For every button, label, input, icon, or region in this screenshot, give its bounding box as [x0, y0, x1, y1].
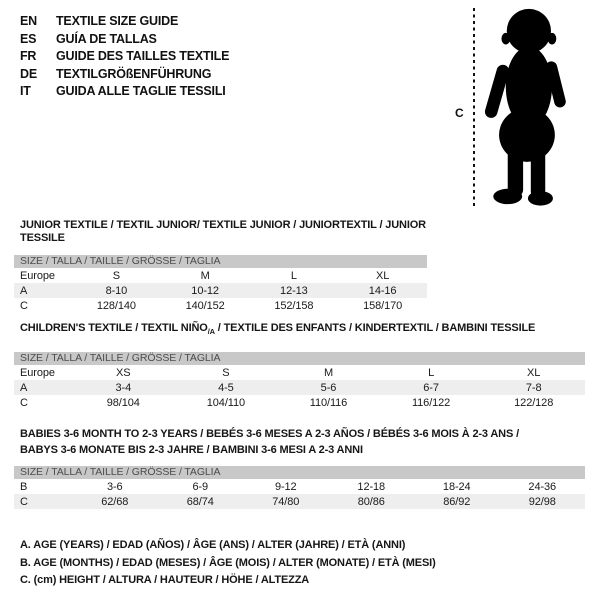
size-header-bar: SIZE / TALLA / TAILLE / GRÖSSE / TAGLIA — [14, 255, 427, 268]
language-row-es — [20, 31, 229, 49]
height-cell: 68/74 — [158, 494, 244, 509]
size-cell: L — [428, 366, 435, 379]
section-title-line: BABYS 3-6 MONATE BIS 2-3 JAHRE / BAMBINI 3-6 MESI A 2-3 ANNI — [20, 443, 363, 456]
size-cell: M — [200, 269, 210, 282]
size-cell: S — [112, 269, 120, 282]
table-row-europe — [14, 268, 427, 283]
section-title-line: BABIES 3-6 MONTH TO 2-3 YEARS / BEBÉS 3-6 MESES A 2-3 AÑOS / BÉBÉS 3-6 MOIS À 2-3 ANS / — [20, 428, 519, 440]
height-cell: 116/122 — [411, 396, 451, 409]
row-label: B — [20, 480, 28, 493]
silhouette-leg-right — [531, 139, 545, 199]
footnote-a: A. AGE (YEARS) / EDAD (AÑOS) / ÂGE (ANS) / ALTER (JAHRE) / ETÀ (ANNI) — [20, 539, 406, 551]
age-cell: 6-9 — [192, 480, 209, 493]
language-code: DE — [20, 66, 37, 81]
language-label: GUIDA ALLE TAGLIE TESSILI — [56, 84, 226, 99]
age-cell: 3-4 — [72, 380, 175, 395]
language-code: EN — [20, 14, 37, 28]
language-row-fr — [20, 48, 229, 66]
height-cell: 104/110 — [206, 396, 246, 409]
silhouette-shorts — [499, 108, 555, 162]
row-label: Europe — [20, 269, 55, 282]
section-junior-textile — [14, 219, 427, 313]
silhouette-foot-right — [528, 191, 553, 205]
table-row-age — [14, 283, 427, 298]
age-cell: 10-12 — [161, 283, 250, 298]
age-cell: 24-36 — [528, 480, 557, 493]
section-children-textile — [14, 322, 585, 410]
table-row-height — [14, 395, 585, 410]
silhouette-leg-left — [508, 139, 523, 197]
language-code: IT — [20, 84, 31, 99]
height-cell: 80/86 — [329, 494, 415, 509]
height-cell: 158/170 — [363, 299, 403, 312]
height-cell: 74/80 — [243, 494, 329, 509]
silhouette-ear-left — [501, 33, 510, 45]
age-cell: 3-6 — [106, 480, 123, 493]
babies-size-table — [14, 479, 585, 509]
height-cell: 122/128 — [514, 396, 554, 409]
age-cell: 12-13 — [250, 283, 339, 298]
silhouette-foot-left — [493, 189, 522, 204]
height-cell: 128/140 — [96, 299, 136, 312]
language-row-de — [20, 66, 229, 84]
height-cell: 110/116 — [309, 396, 348, 409]
size-cell: S — [222, 366, 230, 379]
size-cell: XL — [375, 269, 390, 282]
silhouette-ear-right — [548, 33, 557, 45]
table-row-age — [14, 380, 585, 395]
row-label: A — [14, 283, 72, 298]
children-size-table — [14, 365, 585, 410]
footnote-b: B. AGE (MONTHS) / EDAD (MESES) / ÂGE (MOIS) / ALTER (MONATE) / ETÀ (MESI) — [20, 556, 436, 569]
row-label: C — [14, 494, 72, 509]
height-cell: 140/152 — [185, 299, 225, 312]
language-code: FR — [20, 49, 37, 64]
section-title: JUNIOR TEXTILE / TEXTIL JUNIOR/ TEXTILE JUNIOR / JUNIORTEXTIL / JUNIOR TESSILE — [20, 219, 426, 244]
section-title-subscript: /A — [207, 327, 215, 337]
age-cell: 14-16 — [338, 283, 427, 298]
language-row-en — [20, 13, 229, 31]
height-measure-label: C — [455, 106, 464, 120]
age-cell: 6-7 — [380, 380, 483, 395]
age-cell: 5-6 — [277, 380, 380, 395]
age-cell: 18-24 — [442, 480, 471, 493]
section-title — [14, 427, 585, 458]
size-header-bar: SIZE / TALLA / TAILLE / GRÖSSE / TAGLIA — [14, 466, 585, 479]
height-cell: 86/92 — [414, 494, 500, 509]
row-label: C — [20, 299, 28, 312]
row-label: A — [14, 380, 72, 395]
language-guide-list — [20, 13, 229, 101]
language-label: GUIDE DES TAILLES TEXTILE — [56, 49, 230, 64]
junior-size-table — [14, 268, 427, 313]
age-cell: 12-18 — [357, 480, 386, 493]
section-title-part: / TEXTILE DES ENFANTS / KINDERTEXTIL / BAMBINI TESSILE — [214, 322, 536, 334]
section-title — [14, 322, 585, 338]
age-cell: 7-8 — [482, 380, 585, 395]
size-cell: XS — [116, 366, 131, 379]
language-label: TEXTILGRÖßENFÜHRUNG — [56, 66, 212, 81]
size-cell: XL — [527, 366, 541, 379]
toddler-silhouette-image — [482, 6, 570, 208]
row-label: Europe — [20, 366, 55, 379]
height-cell: 92/98 — [500, 494, 586, 509]
footnote-legend — [20, 537, 436, 590]
table-row-age-months — [14, 479, 585, 494]
height-cell: 152/158 — [274, 299, 314, 312]
table-row-height — [14, 494, 585, 509]
height-cell: 98/104 — [106, 396, 140, 409]
size-cell: L — [290, 269, 297, 282]
section-babies-textile — [14, 427, 585, 509]
footnote-c: C. (cm) HEIGHT / ALTURA / HAUTEUR / HÖHE / ALTEZZA — [20, 574, 310, 587]
row-label: C — [20, 396, 28, 409]
section-title-part: CHILDREN'S TEXTILE / TEXTIL NIÑO — [20, 322, 208, 334]
table-row-europe — [14, 365, 585, 380]
age-cell: 4-5 — [175, 380, 278, 395]
table-row-height — [14, 298, 427, 313]
age-cell: 9-12 — [274, 480, 297, 493]
language-row-it — [20, 83, 229, 101]
age-cell: 8-10 — [72, 283, 161, 298]
height-cell: 62/68 — [72, 494, 158, 509]
language-code: ES — [20, 31, 37, 46]
language-label: GUÍA DE TALLAS — [56, 31, 157, 46]
language-label: TEXTILE SIZE GUIDE — [56, 14, 179, 28]
size-cell: M — [323, 366, 334, 379]
size-header-bar: SIZE / TALLA / TAILLE / GRÖSSE / TAGLIA — [14, 352, 585, 365]
height-dashed-line — [473, 8, 475, 207]
